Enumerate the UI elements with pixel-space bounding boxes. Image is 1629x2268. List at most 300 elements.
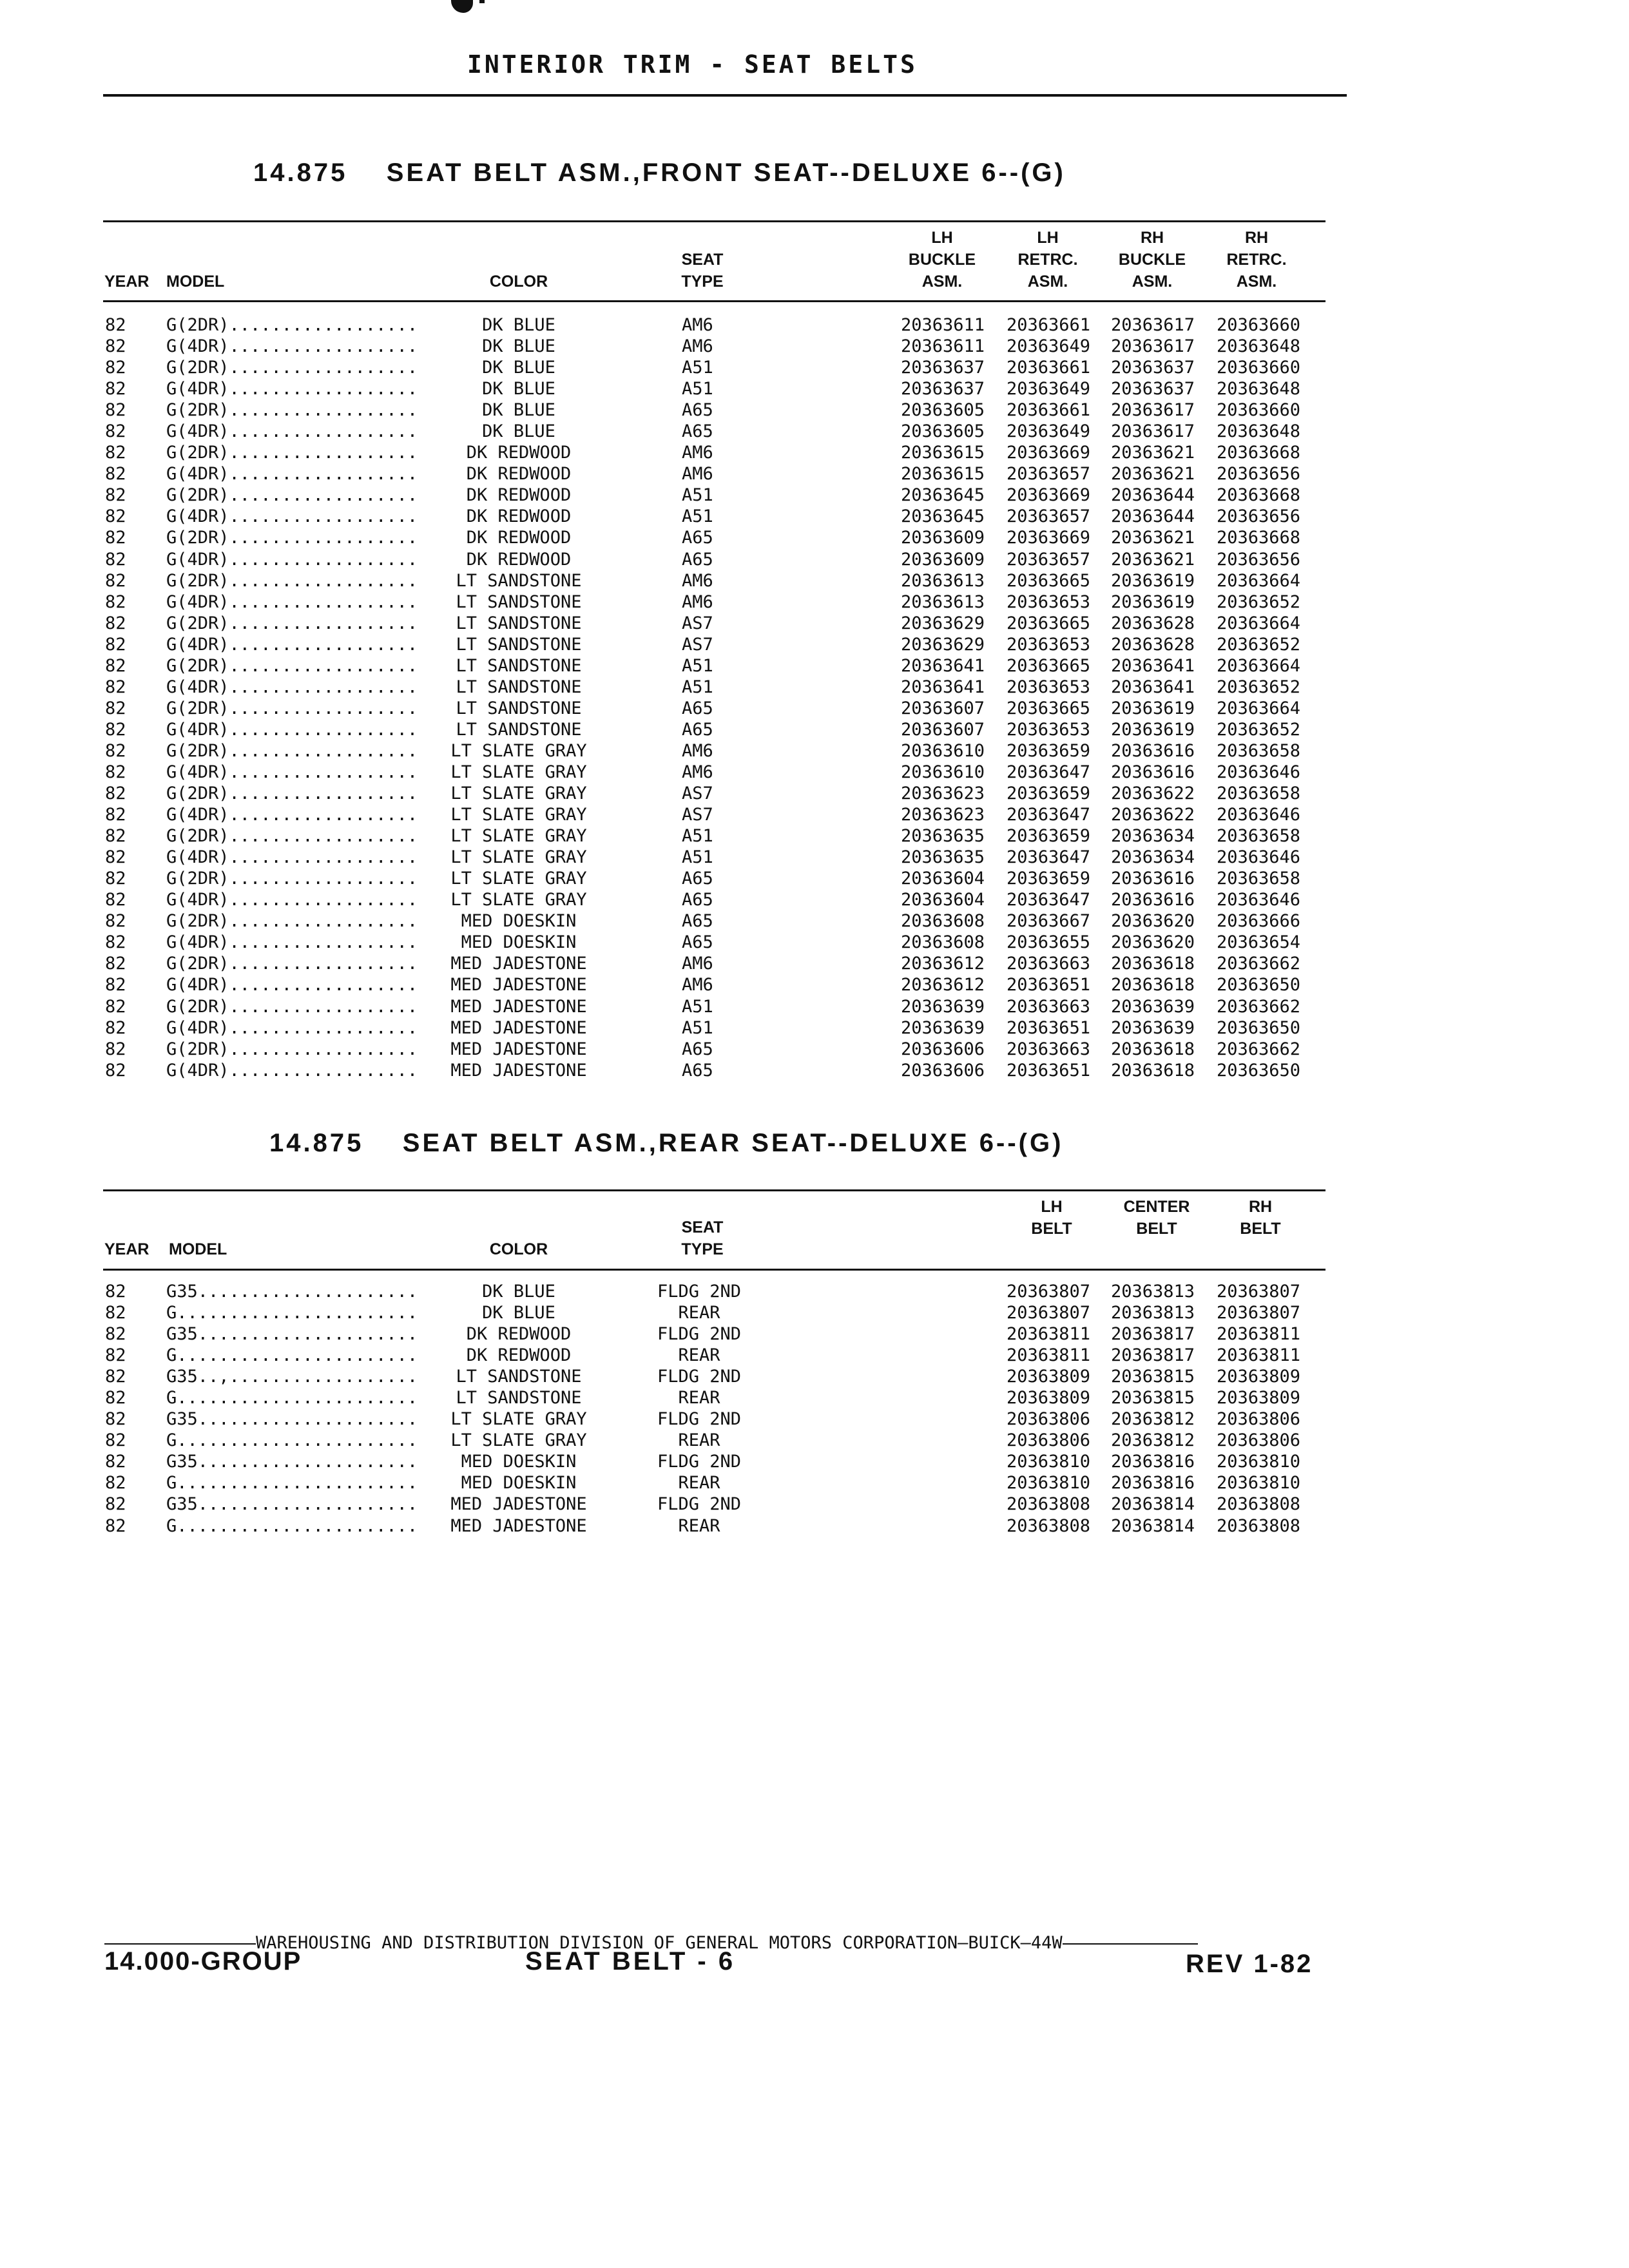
rear-table-body [0,1281,1629,1537]
cell-rh-buckle: 20363622 [1111,783,1195,804]
cell-seat-type: AM6 [682,740,713,761]
cell-lh-retrc: 20363665 [1007,655,1091,676]
cell-color: LT SANDSTONE [456,1388,582,1408]
cell-rh-buckle: 20363628 [1111,634,1195,655]
cell-rh-retrc: 20363654 [1217,932,1301,953]
cell-year: 82 [105,464,126,485]
cell-model: G(4DR).................. [166,890,418,910]
cell-rh-buckle: 20363644 [1111,485,1195,506]
cell-seat-type: A51 [682,826,713,847]
page-title: INTERIOR TRIM - SEAT BELTS [467,50,918,79]
cell-rh-buckle: 20363616 [1111,869,1195,889]
cell-color: LT SLATE GRAY [450,740,587,761]
table-row [0,463,1629,485]
cell-year: 82 [105,528,126,548]
cell-lh-buckle: 20363635 [901,826,985,847]
cell-lh-retrc: 20363651 [1007,975,1091,995]
cell-lh-retrc: 20363665 [1007,698,1091,718]
table-row [0,1494,1629,1515]
cell-lh-buckle: 20363610 [901,762,985,782]
cell-rh-retrc: 20363646 [1217,890,1301,910]
footer-dash-left [104,1943,256,1945]
cell-rh-buckle: 20363616 [1111,762,1195,782]
table-row [0,421,1629,442]
cell-lh-buckle: 20363611 [901,315,985,335]
cell-model: G(2DR).................. [166,655,418,676]
cell-lh-buckle: 20363609 [901,528,985,548]
cell-rh-retrc: 20363656 [1217,549,1301,570]
cell-rh-belt: 20363809 [1217,1388,1301,1408]
rear-section-name: SEAT BELT ASM.,REAR SEAT--DELUXE 6--(G) [402,1129,1064,1157]
cell-lh-belt: 20363807 [1007,1303,1091,1323]
cell-seat-type: A51 [682,485,713,506]
cell-rh-belt: 20363811 [1217,1345,1301,1366]
footer-division-text: WAREHOUSING AND DISTRIBUTION DIVISION OF GENERAL MOTORS CORPORATION—BUICK—44W [256,1933,1063,1953]
cell-lh-retrc: 20363657 [1007,464,1091,485]
cell-center-belt: 20363812 [1111,1409,1195,1430]
cell-color: LT SANDSTONE [456,634,582,655]
cell-rh-buckle: 20363637 [1111,358,1195,378]
cell-color: LT SANDSTONE [456,677,582,697]
cell-lh-retrc: 20363663 [1007,954,1091,974]
cell-model: G(4DR).................. [166,634,418,655]
cell-color: DK BLUE [482,421,555,442]
cell-center-belt: 20363816 [1111,1473,1195,1494]
rear-table-top-rule [103,1189,1325,1191]
cell-year: 82 [105,421,126,442]
cell-seat-type: AM6 [682,443,713,463]
cell-lh-buckle: 20363641 [901,655,985,676]
cell-rh-buckle: 20363619 [1111,719,1195,740]
table-row [0,591,1629,613]
table-row [0,719,1629,740]
cell-seat-type: A51 [682,379,713,399]
cell-seat-type: A65 [682,890,713,910]
cell-color: DK BLUE [482,315,555,335]
cell-model: G(4DR).................. [166,336,418,357]
corner-mark-fragment [479,0,485,3]
table-row [0,1017,1629,1039]
cell-rh-retrc: 20363660 [1217,400,1301,421]
cell-lh-retrc: 20363669 [1007,528,1091,548]
table-row [0,549,1629,570]
cell-year: 82 [105,869,126,889]
cell-lh-buckle: 20363612 [901,954,985,974]
cell-seat-type: A65 [682,911,713,932]
cell-color: LT SANDSTONE [456,719,582,740]
cell-color: LT SLATE GRAY [450,847,587,868]
cell-color: MED DOESKIN [461,1452,577,1472]
cell-lh-retrc: 20363653 [1007,591,1091,612]
cell-seat-type: REAR [678,1515,720,1536]
cell-rh-buckle: 20363641 [1111,677,1195,697]
cell-year: 82 [105,1473,126,1494]
rear-table-header-rule [103,1269,1325,1271]
cell-lh-buckle: 20363635 [901,847,985,868]
cell-year: 82 [105,379,126,399]
cell-lh-belt: 20363810 [1007,1473,1091,1494]
cell-seat-type: FLDG 2ND [657,1324,742,1345]
cell-rh-buckle: 20363619 [1111,570,1195,591]
cell-model: G....................... [166,1345,418,1366]
cell-rh-buckle: 20363618 [1111,975,1195,995]
cell-year: 82 [105,1515,126,1536]
cell-model: G(2DR).................. [166,996,418,1017]
table-row [0,1281,1629,1302]
cell-color: MED JADESTONE [450,1017,587,1038]
table-row [0,804,1629,825]
cell-lh-buckle: 20363604 [901,869,985,889]
table-row [0,634,1629,655]
cell-seat-type: A65 [682,932,713,953]
table-row [0,868,1629,889]
cell-year: 82 [105,400,126,421]
table-row [0,1060,1629,1081]
cell-rh-belt: 20363811 [1217,1324,1301,1345]
cell-model: G(2DR).................. [166,783,418,804]
cell-model: G(4DR).................. [166,719,418,740]
cell-year: 82 [105,1282,126,1302]
header-rule [103,94,1347,97]
cell-lh-retrc: 20363661 [1007,315,1091,335]
cell-lh-buckle: 20363610 [901,740,985,761]
cell-rh-buckle: 20363619 [1111,591,1195,612]
cell-lh-retrc: 20363659 [1007,869,1091,889]
cell-year: 82 [105,975,126,995]
cell-year: 82 [105,1494,126,1515]
cell-seat-type: FLDG 2ND [657,1282,742,1302]
cell-seat-type: REAR [678,1388,720,1408]
cell-lh-retrc: 20363667 [1007,911,1091,932]
cell-year: 82 [105,315,126,335]
cell-rh-retrc: 20363660 [1217,358,1301,378]
cell-color: DK REDWOOD [466,528,572,548]
front-header-lh-buckle: LH BUCKLE ASM. [908,229,976,291]
cell-lh-buckle: 20363615 [901,464,985,485]
cell-color: MED DOESKIN [461,1473,577,1494]
cell-year: 82 [105,740,126,761]
cell-lh-retrc: 20363651 [1007,1017,1091,1038]
front-header-model: MODEL [166,273,225,291]
cell-rh-retrc: 20363652 [1217,677,1301,697]
front-section-title [253,159,1066,187]
cell-model: G(4DR).................. [166,591,418,612]
cell-color: DK REDWOOD [466,443,572,463]
table-row [0,1408,1629,1430]
rear-header-color: COLOR [489,1240,548,1258]
cell-model: G(2DR).................. [166,570,418,591]
table-row [0,996,1629,1017]
cell-seat-type: AS7 [682,805,713,825]
cell-lh-belt: 20363806 [1007,1409,1091,1430]
cell-lh-retrc: 20363669 [1007,443,1091,463]
cell-year: 82 [105,358,126,378]
cell-model: G35..................... [166,1452,418,1472]
cell-model: G....................... [166,1430,418,1451]
cell-model: G(4DR).................. [166,762,418,782]
cell-year: 82 [105,634,126,655]
table-row [0,314,1629,336]
cell-year: 82 [105,719,126,740]
cell-rh-buckle: 20363621 [1111,528,1195,548]
cell-rh-retrc: 20363648 [1217,421,1301,442]
cell-center-belt: 20363816 [1111,1452,1195,1472]
cell-year: 82 [105,1430,126,1451]
front-header-seat-type: SEAT TYPE [681,251,724,291]
cell-seat-type: A51 [682,358,713,378]
footer-page-label: SEAT BELT - 6 [525,1947,736,1975]
cell-rh-belt: 20363807 [1217,1303,1301,1323]
cell-seat-type: FLDG 2ND [657,1409,742,1430]
table-row [0,1515,1629,1537]
cell-lh-retrc: 20363647 [1007,762,1091,782]
cell-lh-retrc: 20363663 [1007,1039,1091,1059]
cell-rh-buckle: 20363617 [1111,315,1195,335]
cell-year: 82 [105,1367,126,1387]
table-row [0,974,1629,995]
cell-rh-buckle: 20363617 [1111,336,1195,357]
cell-color: DK BLUE [482,336,555,357]
cell-seat-type: A65 [682,698,713,718]
cell-color: MED JADESTONE [450,996,587,1017]
cell-lh-retrc: 20363669 [1007,485,1091,506]
cell-lh-belt: 20363810 [1007,1452,1091,1472]
cell-lh-retrc: 20363659 [1007,740,1091,761]
cell-model: G(2DR).................. [166,826,418,847]
cell-seat-type: A51 [682,996,713,1017]
cell-rh-retrc: 20363646 [1217,847,1301,868]
cell-seat-type: AM6 [682,336,713,357]
cell-rh-buckle: 20363620 [1111,932,1195,953]
table-row [0,1472,1629,1494]
cell-rh-buckle: 20363617 [1111,400,1195,421]
cell-seat-type: AM6 [682,315,713,335]
cell-lh-retrc: 20363647 [1007,805,1091,825]
cell-lh-buckle: 20363611 [901,336,985,357]
cell-color: LT SLATE GRAY [450,805,587,825]
cell-seat-type: A51 [682,677,713,697]
cell-lh-buckle: 20363629 [901,634,985,655]
cell-seat-type: A51 [682,1017,713,1038]
cell-year: 82 [105,655,126,676]
cell-center-belt: 20363812 [1111,1430,1195,1451]
cell-lh-buckle: 20363623 [901,805,985,825]
cell-rh-retrc: 20363650 [1217,1060,1301,1081]
cell-lh-buckle: 20363609 [901,549,985,570]
cell-model: G....................... [166,1303,418,1323]
cell-seat-type: AM6 [682,954,713,974]
cell-year: 82 [105,1345,126,1366]
cell-rh-retrc: 20363668 [1217,443,1301,463]
cell-color: LT SANDSTONE [456,1367,582,1387]
rear-header-lh-belt: LH BELT [1031,1198,1072,1238]
cell-seat-type: A65 [682,1039,713,1059]
cell-lh-retrc: 20363647 [1007,890,1091,910]
cell-year: 82 [105,549,126,570]
table-row [0,932,1629,953]
cell-seat-type: A65 [682,421,713,442]
cell-rh-retrc: 20363664 [1217,655,1301,676]
cell-lh-retrc: 20363661 [1007,358,1091,378]
cell-year: 82 [105,506,126,527]
cell-model: G35..................... [166,1494,418,1515]
cell-color: LT SANDSTONE [456,698,582,718]
cell-year: 82 [105,570,126,591]
cell-center-belt: 20363817 [1111,1345,1195,1366]
front-table-body [0,314,1629,1081]
cell-color: MED DOESKIN [461,911,577,932]
cell-seat-type: AS7 [682,613,713,633]
cell-year: 82 [105,591,126,612]
cell-seat-type: A65 [682,528,713,548]
cell-model: G(2DR).................. [166,358,418,378]
table-row [0,783,1629,804]
cell-seat-type: FLDG 2ND [657,1452,742,1472]
cell-seat-type: A51 [682,655,713,676]
cell-rh-buckle: 20363620 [1111,911,1195,932]
cell-rh-buckle: 20363639 [1111,996,1195,1017]
front-table-top-rule [103,220,1325,222]
cell-center-belt: 20363813 [1111,1303,1195,1323]
cell-year: 82 [105,443,126,463]
table-row [0,570,1629,591]
cell-color: MED JADESTONE [450,1494,587,1515]
cell-year: 82 [105,1303,126,1323]
cell-model: G(4DR).................. [166,975,418,995]
cell-model: G(2DR).................. [166,911,418,932]
cell-rh-retrc: 20363652 [1217,634,1301,655]
table-row [0,506,1629,527]
table-row [0,1387,1629,1408]
cell-year: 82 [105,1060,126,1081]
cell-seat-type: A65 [682,400,713,421]
cell-model: G35..................... [166,1409,418,1430]
cell-lh-buckle: 20363605 [901,400,985,421]
cell-lh-retrc: 20363649 [1007,421,1091,442]
cell-model: G(4DR).................. [166,847,418,868]
cell-rh-retrc: 20363664 [1217,570,1301,591]
cell-year: 82 [105,762,126,782]
table-row [0,485,1629,506]
cell-model: G....................... [166,1388,418,1408]
cell-rh-retrc: 20363658 [1217,869,1301,889]
cell-seat-type: REAR [678,1430,720,1451]
cell-rh-buckle: 20363617 [1111,421,1195,442]
cell-lh-retrc: 20363665 [1007,570,1091,591]
cell-year: 82 [105,613,126,633]
front-header-year: YEAR [104,273,149,291]
cell-color: LT SLATE GRAY [450,1409,587,1430]
table-row [0,1302,1629,1323]
cell-rh-buckle: 20363628 [1111,613,1195,633]
rear-header-seat-type: SEAT TYPE [681,1218,724,1258]
cell-rh-buckle: 20363622 [1111,805,1195,825]
table-row [0,399,1629,421]
cell-rh-buckle: 20363619 [1111,698,1195,718]
cell-color: LT SANDSTONE [456,570,582,591]
cell-center-belt: 20363815 [1111,1367,1195,1387]
cell-seat-type: AM6 [682,591,713,612]
cell-lh-buckle: 20363605 [901,421,985,442]
cell-lh-buckle: 20363606 [901,1039,985,1059]
cell-lh-belt: 20363808 [1007,1515,1091,1536]
table-row [0,677,1629,698]
cell-center-belt: 20363817 [1111,1324,1195,1345]
cell-lh-buckle: 20363623 [901,783,985,804]
cell-rh-retrc: 20363660 [1217,315,1301,335]
cell-rh-retrc: 20363658 [1217,740,1301,761]
cell-model: G(4DR).................. [166,421,418,442]
cell-center-belt: 20363814 [1111,1515,1195,1536]
cell-rh-buckle: 20363618 [1111,1039,1195,1059]
cell-model: G(2DR).................. [166,698,418,718]
cell-lh-retrc: 20363657 [1007,549,1091,570]
cell-color: DK REDWOOD [466,549,572,570]
table-row [0,889,1629,910]
cell-lh-retrc: 20363653 [1007,634,1091,655]
table-row [0,1430,1629,1451]
cell-year: 82 [105,805,126,825]
cell-lh-buckle: 20363637 [901,358,985,378]
cell-color: DK BLUE [482,1282,555,1302]
front-header-rh-retrc: RH RETRC. ASM. [1226,229,1287,291]
cell-lh-belt: 20363807 [1007,1282,1091,1302]
cell-color: LT SLATE GRAY [450,783,587,804]
cell-color: LT SLATE GRAY [450,762,587,782]
cell-lh-belt: 20363809 [1007,1388,1091,1408]
cell-rh-retrc: 20363664 [1217,613,1301,633]
cell-lh-retrc: 20363661 [1007,400,1091,421]
cell-lh-buckle: 20363645 [901,485,985,506]
cell-rh-retrc: 20363662 [1217,1039,1301,1059]
table-row [0,442,1629,463]
cell-rh-buckle: 20363637 [1111,379,1195,399]
cell-color: MED JADESTONE [450,1060,587,1081]
cell-year: 82 [105,698,126,718]
cell-rh-buckle: 20363618 [1111,1060,1195,1081]
table-row [0,527,1629,548]
cell-lh-buckle: 20363629 [901,613,985,633]
cell-year: 82 [105,1324,126,1345]
cell-seat-type: FLDG 2ND [657,1494,742,1515]
cell-lh-buckle: 20363639 [901,1017,985,1038]
cell-rh-retrc: 20363664 [1217,698,1301,718]
cell-model: G(4DR).................. [166,379,418,399]
cell-seat-type: A65 [682,869,713,889]
cell-model: G(4DR).................. [166,1017,418,1038]
cell-model: G(2DR).................. [166,613,418,633]
cell-rh-buckle: 20363641 [1111,655,1195,676]
cell-color: DK BLUE [482,1303,555,1323]
cell-lh-retrc: 20363655 [1007,932,1091,953]
cell-seat-type: FLDG 2ND [657,1367,742,1387]
rear-section-number: 14.875 [269,1129,364,1157]
cell-lh-belt: 20363808 [1007,1494,1091,1515]
cell-color: DK REDWOOD [466,506,572,527]
footer-group: 14.000-GROUP [104,1947,302,1975]
cell-lh-retrc: 20363647 [1007,847,1091,868]
cell-seat-type: REAR [678,1473,720,1494]
cell-year: 82 [105,485,126,506]
cell-rh-retrc: 20363648 [1217,336,1301,357]
cell-rh-retrc: 20363650 [1217,1017,1301,1038]
cell-rh-belt: 20363806 [1217,1430,1301,1451]
cell-year: 82 [105,1452,126,1472]
cell-rh-belt: 20363808 [1217,1515,1301,1536]
cell-color: LT SLATE GRAY [450,890,587,910]
rear-header-center-belt: CENTER BELT [1123,1198,1190,1238]
cell-seat-type: AM6 [682,464,713,485]
